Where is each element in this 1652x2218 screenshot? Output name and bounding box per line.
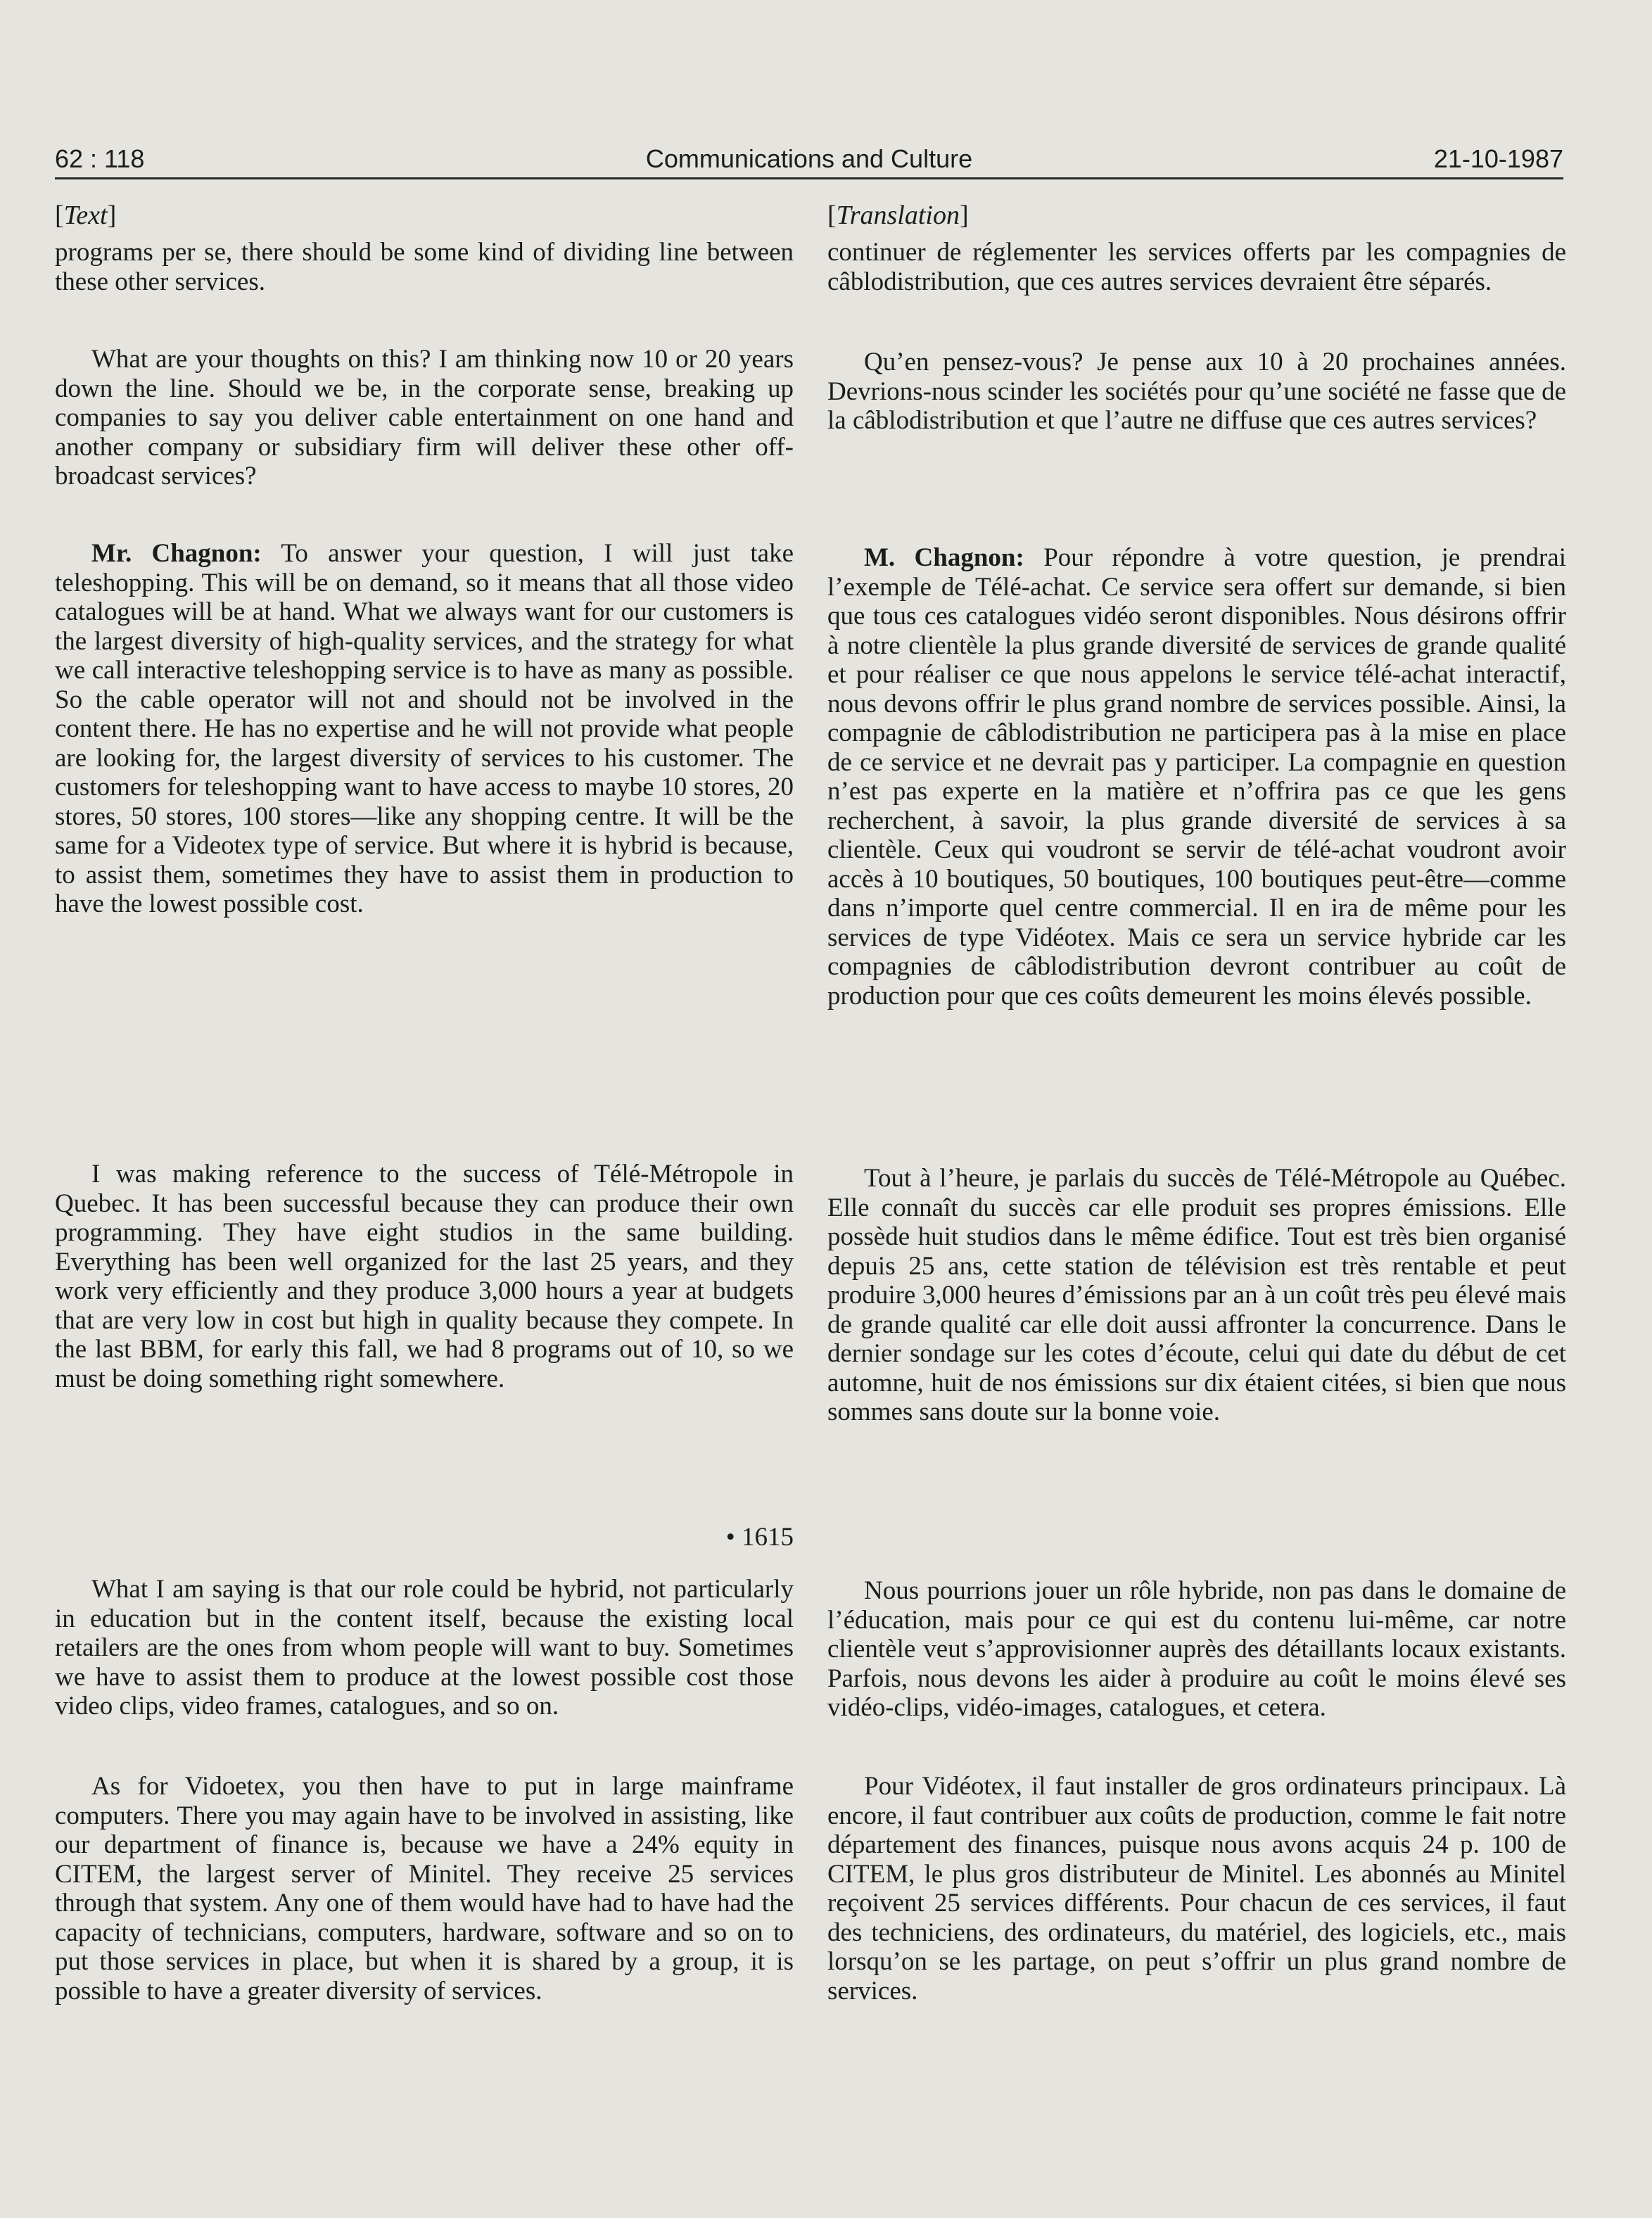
paragraph: Pour Vidéotex, il faut installer de gros ordinateurs principaux. Là encore, il faut contribuer aux coûts de production, comme le fait notre département des finances, puisque nous avons acquis 24 p. 100 de CITEM, le plus gros distributeur de Minitel. Les abonnés au Minitel reçoivent 25 services différents. Pour chacun de ces services, il faut des techniciens, des ordinateurs, du matériel, des logiciels, etc., mais lorsqu’on se les partage, on peut s’offrir un plus grand nombre de services. (827, 1772, 1566, 2005)
column-label-translation: [Translation] (827, 201, 969, 230)
paragraph-text: Pour répondre à votre question, je prendrai l’exemple de Télé-achat. Ce service sera offert sur demande, si bien que tous ces catalogues vidéo seront disponibles. Nous désirons offrir à notre clientèle la plus grande diversité de services de grande qualité et pour réaliser ce que nous appelons le service télé-achat interactif, nous devons offrir le plus grand nombre de services possible. Ainsi, la compagnie de câblodistribution ne participera pas à la mise en place de ce service et ne devrait pas y participer. La compagnie en question n’est pas experte en la matière et n’offrira pas ce que les gens recherchent, à savoir, la plus grande diversité de services à sa clientèle. Ceux qui voudront se servir de télé-achat voudront avoir accès à 10 boutiques, 50 boutiques, 100 boutiques peut-être—comme dans n’importe quel centre commercial. Il en ira de même pour les services de type Vidéotex. Mais ce sera un service hybride car les compagnies de câblodistribution devront contribuer au coût de production pour que ces coûts demeurent les moins élevés possible. (827, 543, 1566, 1010)
speaker-paragraph (55, 539, 794, 919)
paragraph: As for Vidoetex, you then have to put in large mainframe computers. There you may again have to be involved in assisting, like our department of finance is, because we have a 24% equity in CITEM, the largest server of Minitel. They receive 25 services through that system. Any one of them would have had to have had the capacity of technicians, computers, hardware, software and so on to put those services in place, but when it is shared by a group, it is possible to have a greater diversity of services. (55, 1772, 794, 2005)
speaker-name: Mr. Chagnon: (91, 539, 262, 568)
session-date: 21-10-1987 (1433, 144, 1563, 173)
paragraph: What I am saying is that our role could be hybrid, not particularly in education but in the content itself, because the existing local retailers are the ones from whom people will want to buy. Sometimes we have to assist them to produce at the lowest possible cost those video clips, video frames, catalogues, and so on. (55, 1575, 794, 1720)
paragraph: Qu’en pensez-vous? Je pense aux 10 à 20 prochaines années. Devrions-nous scinder les sociétés pour qu’une société ne fasse que de la câblodistribution et que l’autre ne diffuse que ces autres services? (827, 348, 1566, 435)
time-marker: • 1615 (725, 1523, 794, 1552)
paragraph: I was making reference to the success of Télé-Métropole in Quebec. It has been successful because they can produce their own programming. They have eight studios in the same building. Everything has been well organized for the last 25 years, and they work very efficiently and they produce 3,000 hours a year at budgets that are very low in cost but high in quality because they compete. In the last BBM, for early this fall, we had 8 programs out of 10, so we must be doing something right somewhere. (55, 1160, 794, 1393)
speaker-name: M. Chagnon: (864, 543, 1024, 572)
page-number: 62 : 118 (55, 144, 145, 173)
french-column (827, 200, 1566, 2005)
english-column (55, 200, 794, 2005)
paragraph: programs per se, there should be some kind of dividing line between these other services. (55, 238, 794, 296)
paragraph: Tout à l’heure, je parlais du succès de Télé-Métropole au Québec. Elle connaît du succès car elle produit ses propres émissions. Elle possède huit studios dans le même édifice. Tout est très bien organisé depuis 25 ans, cette station de télévision est très rentable et peut produire 3,000 heures d’émissions par an à un coût très peu élevé mais de grande qualité car elle doit aussi affronter la concurrence. Dans le dernier sondage sur les cotes d’écoute, celui qui date du début de cet automne, huit de nos émissions sur dix étaient citées, si bien que nous sommes sans doute sur la bonne voie. (827, 1164, 1566, 1426)
paragraph: What are your thoughts on this? I am thinking now 10 or 20 years down the line. Should we be, in the corporate sense, breaking up companies to say you deliver cable entertainment on one hand and another company or subsidiary firm will deliver these other off-broadcast services? (55, 345, 794, 490)
column-label-text: [Text] (55, 201, 117, 230)
paragraph: Nous pourrions jouer un rôle hybride, non pas dans le domaine de l’éducation, mais pour ce qui est du contenu lui-même, car notre clientèle veut s’approvisionner auprès des détaillants locaux existants. Parfois, nous devons les aider à produire au coût le moins élevé ses vidéo-clips, vidéo-images, catalogues, et cetera. (827, 1576, 1566, 1722)
publication-title: Communications and Culture (645, 144, 973, 173)
paragraph: continuer de réglementer les services offerts par les compagnies de câblodistribution, que ces autres services devraient être séparés. (827, 238, 1566, 296)
paragraph-text: To answer your question, I will just take teleshopping. This will be on demand, so it means that all those video catalogues will be at hand. What we always want for our customers is the largest diversity of high-quality services, and the strategy for what we call interactive teleshopping service is to have as many as possible. So the cable operator will not and should not be involved in the content there. He has no expertise and he will not provide what people are looking for, the largest diversity of services to his customer. The customers for teleshopping want to have access to maybe 10 stores, 20 stores, 50 stores, 100 stores—like any shopping centre. It will be the same for a Videotex type of service. But where it is hybrid is because, to assist them, sometimes they have to assist them in production to have the lowest possible cost. (55, 539, 794, 918)
speaker-paragraph (827, 543, 1566, 1010)
running-header (55, 141, 1563, 179)
